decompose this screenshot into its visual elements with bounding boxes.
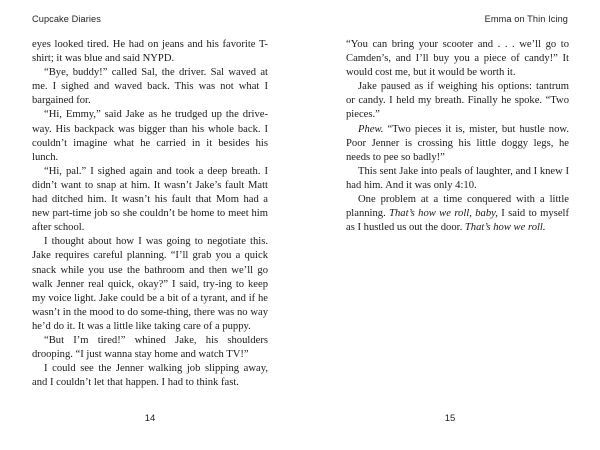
left-page-number: 14 xyxy=(144,413,156,424)
right-page-number: 15 xyxy=(444,413,456,424)
paragraph: One problem at a time conquered with a little planning. That’s how we roll, baby, I said to myself as I hustled us out the door. That’s how we roll. xyxy=(346,194,570,234)
right-running-head: Emma on Thin Icing xyxy=(484,14,568,24)
paragraph: “But I’m tired!” whined Jake, his shoulders drooping. “I just wanna stay home and watch TV!” xyxy=(32,334,268,361)
left-body-text xyxy=(32,38,268,390)
paragraph: “Hi, pal.” I sighed again and took a deep breath. I didn’t want to snap at him. It wasn’t Jake’s fault Matt had ditched him. It wasn’t his fault that Mom had a new part-time job so she couldn’t be home to meet him after school. xyxy=(32,165,268,234)
paragraph: “Hi, Emmy,” said Jake as he trudged up the drive-way. His backpack was bigger than his whole back. I couldn’t imagine what he carried in it besides his lunch. xyxy=(32,109,268,163)
right-page xyxy=(300,0,600,450)
left-running-head: Cupcake Diaries xyxy=(32,14,101,24)
paragraph: eyes looked tired. He had on jeans and his favorite T-shirt; it was blue and said NYPD. xyxy=(32,39,268,65)
italic-phrase: That’s how we roll, baby, xyxy=(389,208,498,220)
right-body-text xyxy=(346,38,569,235)
paragraph: “Bye, buddy!” called Sal, the driver. Sal waved at me. I sighed and waved back. This was not what I bargained for. xyxy=(32,67,268,107)
paragraph: Phew. “Two pieces it is, mister, but hustle now. Poor Jenner is crossing his little doggy legs, he needs to pee so badly!” xyxy=(346,123,569,163)
paragraph: Jake paused as if weighing his options: tantrum or candy. I held my breath. Finally he spoke. “Two pieces.” xyxy=(346,81,569,121)
paragraph: “You can bring your scooter and . . . we’ll go to Camden’s, and I’ll buy you a piece of candy!” It would cost me, but it would be worth it. xyxy=(346,39,569,79)
paragraph: I thought about how I was going to negotiate this. Jake requires careful planning. “I’ll grab you a quick snack while you use the bathroom and then we’ll go walk Jenner real quick, okay?” I said, try-ing to keep my voice light. Jake could be a bit of a tyrant, and if he wasn’t in the mood to do some-thing, there was no way he’d do it. It was a little like taking care of a puppy. xyxy=(32,236,268,332)
paragraph: I could see the Jenner walking job slipping away, and I couldn’t let that happen. I had to think fast. xyxy=(32,363,268,389)
italic-phrase: That’s how we roll. xyxy=(464,222,546,234)
italic-phrase: Phew. xyxy=(358,123,384,135)
paragraph: This sent Jake into peals of laughter, and I knew I had him. And it was only 4:10. xyxy=(346,165,569,191)
